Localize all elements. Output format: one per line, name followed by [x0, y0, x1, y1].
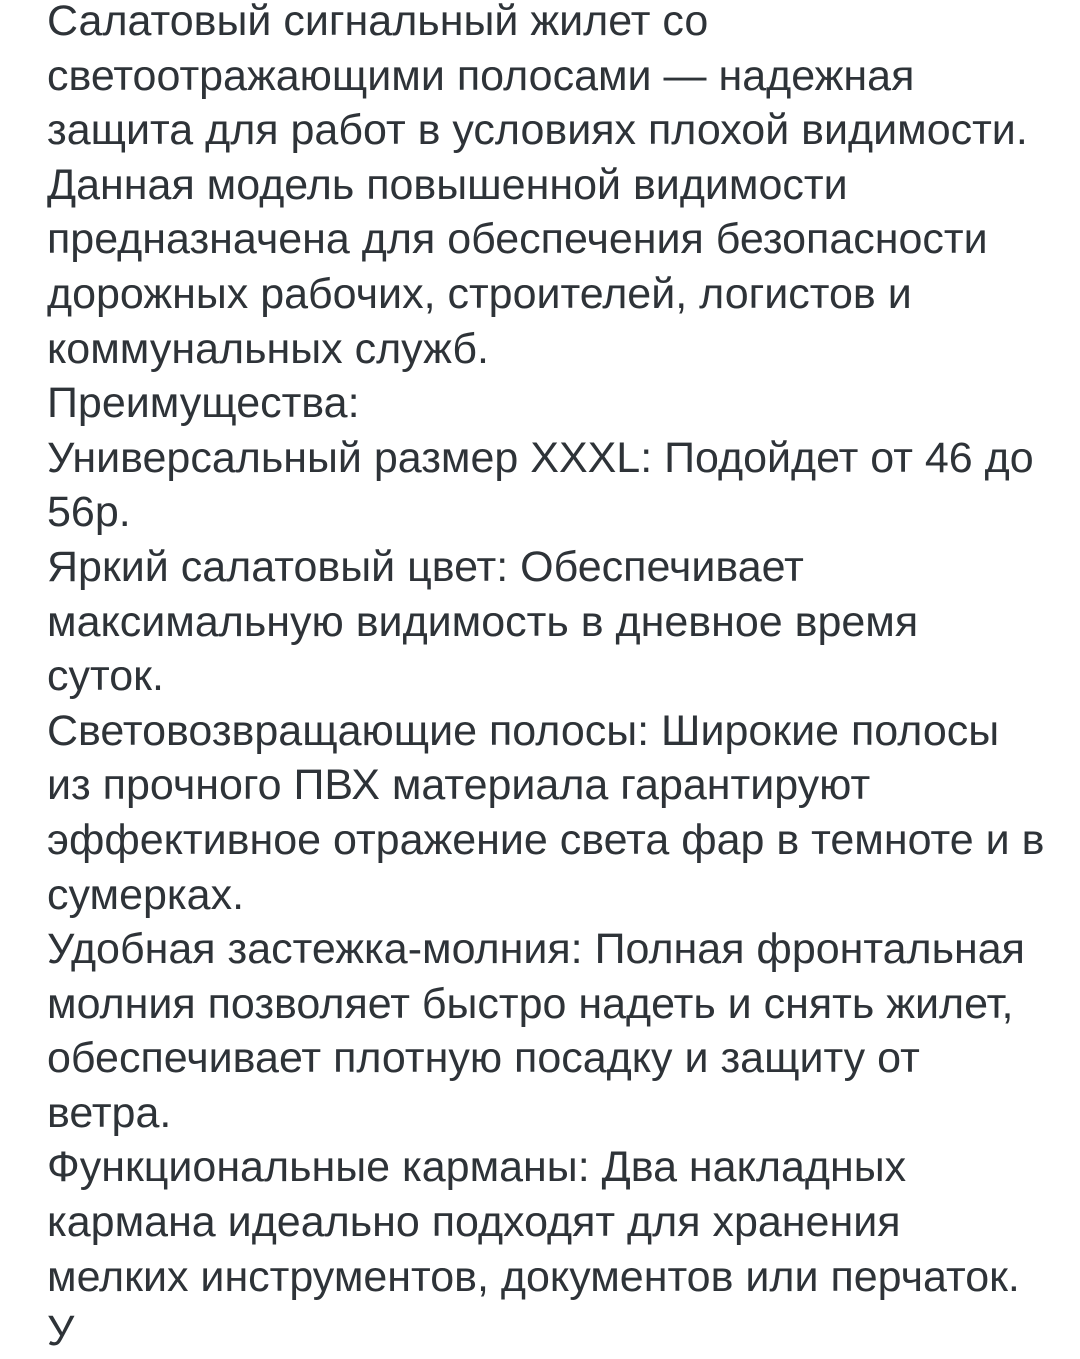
product-description-text — [47, 0, 1080, 1359]
description-line: Салатовый сигнальный жилет со — [47, 0, 709, 45]
description-line: Функциональные карманы: Два накладных — [47, 1143, 907, 1192]
description-line: Яркий салатовый цвет: Обеспечивает — [47, 542, 804, 591]
description-line: Удобная застежка-молния: Полная фронтальная — [47, 925, 1025, 974]
description-line: Данная модель повышенной видимости — [47, 160, 848, 209]
description-line: 56р. — [47, 488, 131, 537]
description-line: молния позволяет быстро надеть и снять жилет, — [47, 979, 1014, 1028]
description-line: светоотражающими полосами — надежная — [47, 51, 915, 100]
description-line: Универсальный размер XXXL: Подойдет от 46 до — [47, 433, 1034, 482]
description-line: Световозвращающие полосы: Широкие полосы — [47, 706, 1000, 755]
description-line: защита для работ в условиях плохой видимости. — [47, 106, 1028, 155]
description-line: предназначена для обеспечения безопасности — [47, 215, 988, 264]
description-line: коммунальных служб. — [47, 324, 489, 373]
description-line: обеспечивает плотную посадку и защиту от — [47, 1034, 920, 1083]
description-line: максимальную видимость в дневное время — [47, 597, 919, 646]
description-line: кармана идеально подходят для хранения — [47, 1198, 901, 1247]
description-line: У — [47, 1307, 75, 1356]
description-line: дорожных рабочих, строителей, логистов и — [47, 269, 912, 318]
description-line: мелких инструментов, документов или перчаток. — [47, 1252, 1020, 1301]
description-line: сумерках. — [47, 870, 245, 919]
description-line: эффективное отражение света фар в темноте и в — [47, 815, 1045, 864]
description-line: суток. — [47, 652, 164, 701]
description-line: ветра. — [47, 1088, 172, 1137]
description-line: из прочного ПВХ материала гарантируют — [47, 761, 871, 810]
description-line: Преимущества: — [47, 379, 360, 428]
